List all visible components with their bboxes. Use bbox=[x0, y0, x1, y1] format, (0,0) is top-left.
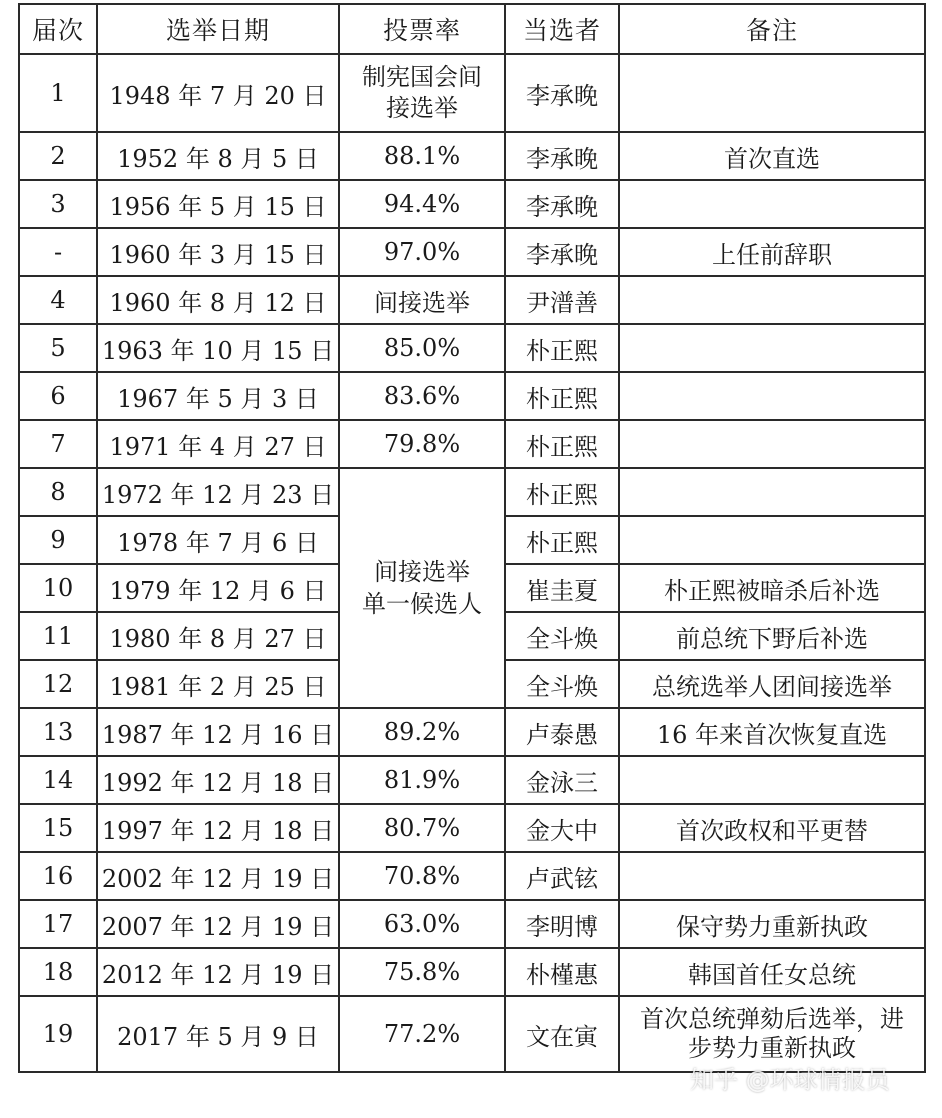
date-cell: 1981 年 2 月 25 日 bbox=[97, 660, 339, 708]
date-cell: 1967 年 5 月 3 日 bbox=[97, 372, 339, 420]
winner-cell: 朴正熙 bbox=[505, 372, 619, 420]
term-cell: 9 bbox=[19, 516, 97, 564]
table-row bbox=[19, 372, 925, 420]
winner-cell: 李承晚 bbox=[505, 54, 619, 132]
turnout-cell: 94.4% bbox=[339, 180, 505, 228]
winner-cell: 全斗焕 bbox=[505, 612, 619, 660]
turnout-cell: 63.0% bbox=[339, 900, 505, 948]
term-cell: 18 bbox=[19, 948, 97, 996]
note-cell: 16 年来首次恢复直选 bbox=[619, 708, 925, 756]
winner-cell: 金泳三 bbox=[505, 756, 619, 804]
merged-line: 间接选举 bbox=[374, 558, 470, 586]
turnout-cell: 70.8% bbox=[339, 852, 505, 900]
note-cell: 韩国首任女总统 bbox=[619, 948, 925, 996]
note-cell bbox=[619, 324, 925, 372]
table-row bbox=[19, 180, 925, 228]
header-row bbox=[19, 4, 925, 54]
date-cell: 2002 年 12 月 19 日 bbox=[97, 852, 339, 900]
note-cell bbox=[619, 420, 925, 468]
winner-cell: 朴槿惠 bbox=[505, 948, 619, 996]
date-cell: 1960 年 3 月 15 日 bbox=[97, 228, 339, 276]
table-row bbox=[19, 756, 925, 804]
header-turnout: 投票率 bbox=[339, 4, 505, 54]
note-cell: 总统选举人团间接选举 bbox=[619, 660, 925, 708]
date-cell: 1979 年 12 月 6 日 bbox=[97, 564, 339, 612]
table-row bbox=[19, 900, 925, 948]
date-cell: 1980 年 8 月 27 日 bbox=[97, 612, 339, 660]
table-row bbox=[19, 996, 925, 1072]
winner-cell: 朴正熙 bbox=[505, 468, 619, 516]
term-cell: 10 bbox=[19, 564, 97, 612]
merged-line: 单一候选人 bbox=[362, 590, 482, 618]
note-line: 步势力重新执政 bbox=[688, 1034, 856, 1062]
turnout-cell: 83.6% bbox=[339, 372, 505, 420]
term-cell: 3 bbox=[19, 180, 97, 228]
winner-cell: 尹潽善 bbox=[505, 276, 619, 324]
term-cell: 19 bbox=[19, 996, 97, 1072]
header-note: 备注 bbox=[619, 4, 925, 54]
term-cell: 13 bbox=[19, 708, 97, 756]
note-cell bbox=[619, 276, 925, 324]
date-cell: 2007 年 12 月 19 日 bbox=[97, 900, 339, 948]
winner-cell: 李明博 bbox=[505, 900, 619, 948]
table-row bbox=[19, 132, 925, 180]
turnout-cell: 89.2% bbox=[339, 708, 505, 756]
term-cell: 2 bbox=[19, 132, 97, 180]
table-row bbox=[19, 948, 925, 996]
date-cell: 1956 年 5 月 15 日 bbox=[97, 180, 339, 228]
note-cell: 首次政权和平更替 bbox=[619, 804, 925, 852]
term-cell: 5 bbox=[19, 324, 97, 372]
header-term: 届次 bbox=[19, 4, 97, 54]
turnout-cell: 间接选举 bbox=[339, 276, 505, 324]
turnout-cell: 81.9% bbox=[339, 756, 505, 804]
turnout-cell: 88.1% bbox=[339, 132, 505, 180]
winner-cell: 金大中 bbox=[505, 804, 619, 852]
table-row bbox=[19, 420, 925, 468]
turnout-cell bbox=[339, 54, 505, 132]
turnout-cell: 79.8% bbox=[339, 420, 505, 468]
table-row bbox=[19, 276, 925, 324]
term-cell: - bbox=[19, 228, 97, 276]
date-cell: 1987 年 12 月 16 日 bbox=[97, 708, 339, 756]
date-cell: 1992 年 12 月 18 日 bbox=[97, 756, 339, 804]
date-cell: 2012 年 12 月 19 日 bbox=[97, 948, 339, 996]
note-cell bbox=[619, 468, 925, 516]
turnout-line: 接选举 bbox=[386, 94, 458, 122]
turnout-merged-cell bbox=[339, 468, 505, 708]
winner-cell: 李承晚 bbox=[505, 228, 619, 276]
note-cell: 朴正熙被暗杀后补选 bbox=[619, 564, 925, 612]
winner-cell: 全斗焕 bbox=[505, 660, 619, 708]
term-cell: 12 bbox=[19, 660, 97, 708]
term-cell: 11 bbox=[19, 612, 97, 660]
note-cell bbox=[619, 54, 925, 132]
turnout-cell: 97.0% bbox=[339, 228, 505, 276]
watermark: 知乎 @环球情报员 bbox=[690, 1066, 890, 1094]
turnout-cell: 77.2% bbox=[339, 996, 505, 1072]
note-cell: 首次直选 bbox=[619, 132, 925, 180]
table-row bbox=[19, 54, 925, 132]
term-cell: 4 bbox=[19, 276, 97, 324]
note-cell bbox=[619, 852, 925, 900]
term-cell: 15 bbox=[19, 804, 97, 852]
table-row bbox=[19, 852, 925, 900]
date-cell: 2017 年 5 月 9 日 bbox=[97, 996, 339, 1072]
header-date: 选举日期 bbox=[97, 4, 339, 54]
winner-cell: 李承晚 bbox=[505, 132, 619, 180]
note-cell bbox=[619, 996, 925, 1072]
term-cell: 14 bbox=[19, 756, 97, 804]
date-cell: 1971 年 4 月 27 日 bbox=[97, 420, 339, 468]
note-cell: 上任前辞职 bbox=[619, 228, 925, 276]
header-winner: 当选者 bbox=[505, 4, 619, 54]
date-cell: 1948 年 7 月 20 日 bbox=[97, 54, 339, 132]
winner-cell: 文在寅 bbox=[505, 996, 619, 1072]
note-cell bbox=[619, 180, 925, 228]
table-row bbox=[19, 708, 925, 756]
note-cell bbox=[619, 372, 925, 420]
date-cell: 1960 年 8 月 12 日 bbox=[97, 276, 339, 324]
table-row bbox=[19, 228, 925, 276]
winner-cell: 朴正熙 bbox=[505, 324, 619, 372]
term-cell: 7 bbox=[19, 420, 97, 468]
date-cell: 1978 年 7 月 6 日 bbox=[97, 516, 339, 564]
note-line: 首次总统弹劾后选举，进 bbox=[640, 1005, 904, 1033]
turnout-merged-text bbox=[362, 556, 482, 620]
table-row bbox=[19, 468, 925, 516]
turnout-cell: 85.0% bbox=[339, 324, 505, 372]
term-cell: 16 bbox=[19, 852, 97, 900]
table-row bbox=[19, 804, 925, 852]
winner-cell: 卢泰愚 bbox=[505, 708, 619, 756]
date-cell: 1997 年 12 月 18 日 bbox=[97, 804, 339, 852]
term-cell: 17 bbox=[19, 900, 97, 948]
note-cell bbox=[619, 756, 925, 804]
note-cell bbox=[619, 516, 925, 564]
term-cell: 6 bbox=[19, 372, 97, 420]
winner-cell: 朴正熙 bbox=[505, 516, 619, 564]
winner-cell: 卢武铉 bbox=[505, 852, 619, 900]
winner-cell: 朴正熙 bbox=[505, 420, 619, 468]
term-cell: 1 bbox=[19, 54, 97, 132]
election-table bbox=[18, 3, 926, 1073]
turnout-cell: 75.8% bbox=[339, 948, 505, 996]
date-cell: 1972 年 12 月 23 日 bbox=[97, 468, 339, 516]
table-row bbox=[19, 324, 925, 372]
term-cell: 8 bbox=[19, 468, 97, 516]
winner-cell: 李承晚 bbox=[505, 180, 619, 228]
date-cell: 1952 年 8 月 5 日 bbox=[97, 132, 339, 180]
winner-cell: 崔圭夏 bbox=[505, 564, 619, 612]
turnout-line: 制宪国会间 bbox=[362, 63, 482, 91]
note-cell: 保守势力重新执政 bbox=[619, 900, 925, 948]
turnout-cell: 80.7% bbox=[339, 804, 505, 852]
note-cell: 前总统下野后补选 bbox=[619, 612, 925, 660]
date-cell: 1963 年 10 月 15 日 bbox=[97, 324, 339, 372]
